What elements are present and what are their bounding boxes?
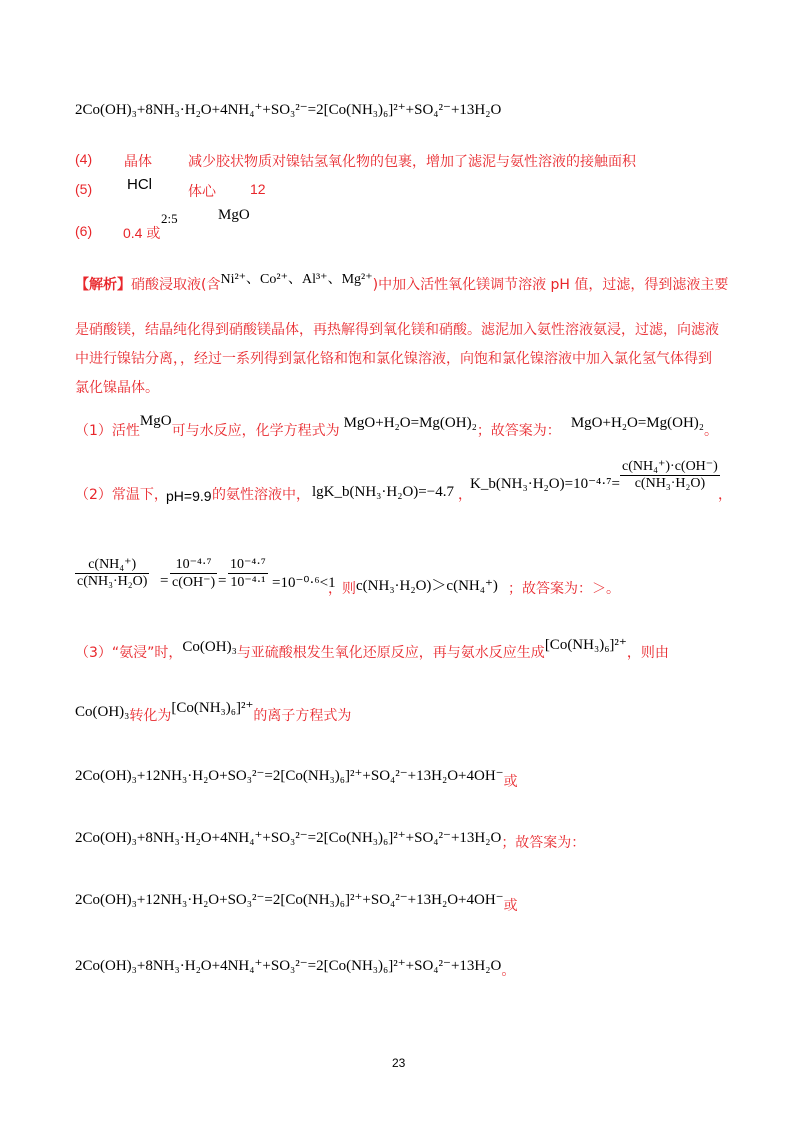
answer-6-number: (6)	[75, 223, 93, 239]
analysis-tag: 【解析】	[75, 277, 131, 293]
q1-line	[75, 413, 719, 440]
answer-4-a: 晶体	[124, 154, 152, 170]
q3-line2-c: 的离子方程式为	[253, 708, 352, 724]
q2b-frac2	[170, 556, 217, 591]
answer-6-a: 0.4 或	[123, 225, 161, 241]
analysis-line-4: 氯化镍晶体。	[75, 380, 159, 396]
analysis-line-1-a: 硝酸浸取液(含	[131, 277, 221, 293]
q2b-frac1-num: c(NH₄⁺)	[75, 556, 149, 574]
q3-coh: Co(OH)₃	[182, 639, 237, 655]
page-number: 23	[392, 1056, 406, 1070]
q2-ph: pH=9.9	[166, 488, 212, 504]
answer-6-c: MgO	[218, 207, 250, 223]
q2-b: 的氨性溶液中，	[212, 487, 310, 503]
q1-eq: MgO+H₂O=Mg(OH)₂	[343, 415, 477, 431]
answer-4-b: 减少胶状物质对镍钴氢氧化物的包裹，增加了滤泥与氨性溶液的接触面积	[188, 154, 636, 170]
q3-complex: [Co(NH₃)₆]²⁺	[544, 637, 627, 653]
q2b-tail: =10⁻⁰·⁶<1	[272, 575, 336, 591]
q2b-eq-sign-2: =	[218, 573, 227, 589]
q2-lgk: lgK_b(NH₃·H₂O)=−4.7	[312, 484, 454, 500]
analysis-line-3: 中进行镍钴分离，，经过一系列得到氯化铬和饱和氯化镍溶液，向饱和氯化镍溶液中加入氯化氢气体得到	[75, 351, 712, 367]
answer-5-b: 体心	[188, 184, 216, 200]
q2b-eq-sign-1: =	[160, 573, 169, 589]
equation-3	[75, 889, 518, 914]
q2b-cmp: c(NH₃·H₂O)＞c(NH₄⁺)	[356, 578, 498, 594]
analysis-line-1	[75, 274, 728, 294]
equation-3-text: 2Co(OH)₃+12NH₃·H₂O+SO₃²⁻=2[Co(NH₃)₆]²⁺+SO₄²⁻+13H₂O+4OH⁻	[75, 892, 504, 908]
q2-c: ，	[458, 487, 472, 503]
q2-kb-lhs: K_b(NH₃·H₂O)=10⁻⁴·⁷=	[470, 476, 620, 492]
equation-3-suffix: 或	[503, 898, 518, 914]
q2b-frac3	[228, 556, 268, 591]
equation-2-text: 2Co(OH)₃+8NH₃·H₂O+4NH₄⁺+SO₃²⁻=2[Co(NH₃)₆]²⁺+SO₄²⁻+13H₂O	[75, 830, 502, 846]
equation-2	[75, 827, 586, 851]
analysis-line-2: 是硝酸镁，结晶纯化得到硝酸镁晶体，再热解得到氧化镁和硝酸。滤泥加入氨性溶液氨浸，过滤，向滤液	[75, 322, 719, 338]
equation-1-text: 2Co(OH)₃+12NH₃·H₂O+SO₃²⁻=2[Co(NH₃)₆]²⁺+SO₄²⁻+13H₂O+4OH⁻	[75, 768, 504, 784]
q2-d: ，	[718, 487, 732, 503]
equation-1	[75, 765, 518, 790]
equation-top: 2Co(OH)₃+8NH₃·H₂O+4NH₄⁺+SO₃²⁻=2[Co(NH₃)₆]²⁺+SO₄²⁻+13H₂O	[75, 102, 502, 118]
q2b-frac1-den: c(NH₃·H₂O)	[77, 574, 148, 589]
q2b-frac2-num: 10⁻⁴·⁷	[170, 556, 217, 574]
answer-4-number: (4)	[75, 151, 93, 167]
answer-6-b: 2:5	[161, 211, 178, 226]
q2b-red-a: ，则	[328, 581, 356, 597]
q2b-red-b: ；故答案为：＞。	[508, 581, 620, 597]
q2-kb-denominator: c(NH₃·H₂O)	[634, 476, 706, 491]
answer-5-a: HCl	[127, 176, 152, 193]
analysis-line-1-b: )中加入活性氧化镁调节溶液 pH 值，过滤，得到滤液主要	[372, 277, 729, 293]
q2b-frac3-den: 10⁻⁴·¹	[230, 575, 266, 590]
q1-c: ；故答案为：	[476, 423, 561, 439]
q1-b: 可与水反应，化学方程式为	[171, 423, 340, 439]
q3-c: ，则由	[626, 645, 669, 661]
q1-mgo: MgO	[139, 413, 172, 429]
q2b-frac1	[75, 556, 149, 590]
q1-a: （1）活性	[75, 423, 140, 439]
q2-a: （2）常温下，	[75, 487, 168, 503]
equation-1-suffix: 或	[503, 774, 518, 790]
q3-b: 与亚硫酸根发生氧化还原反应，再与氨水反应生成	[236, 645, 545, 661]
equation-4-suffix: 。	[501, 963, 516, 979]
equation-4-text: 2Co(OH)₃+8NH₃·H₂O+4NH₄⁺+SO₃²⁻=2[Co(NH₃)₆]²⁺+SO₄²⁻+13H₂O	[75, 958, 502, 974]
q1-d: 。	[704, 423, 719, 439]
q3-line2-coh: Co(OH)₃	[75, 704, 130, 720]
answer-5-number: (5)	[75, 181, 93, 197]
q3-a: （3）“氨浸”时，	[75, 645, 183, 661]
equation-4	[75, 955, 516, 979]
q2-kb-numerator: c(NH₄⁺)·c(OH⁻)	[622, 459, 718, 474]
equation-2-suffix: ；故答案为：	[501, 835, 586, 851]
q2b-frac3-num: 10⁻⁴·⁷	[230, 557, 266, 572]
q3-line-2	[75, 700, 352, 725]
answer-5-c: 12	[250, 181, 266, 197]
q3-line-1	[75, 637, 669, 662]
q2-kb-fraction	[620, 458, 720, 492]
q3-line2-b: 转化为	[129, 708, 172, 724]
q2b-frac2-den: c(OH⁻)	[172, 575, 216, 590]
ions: Ni²⁺、Co²⁺、Al³⁺、Mg²⁺	[220, 272, 373, 287]
q1-eq2: MgO+H₂O=Mg(OH)₂	[570, 415, 705, 431]
q3-line2-complex: [Co(NH₃)₆]²⁺	[171, 700, 254, 716]
